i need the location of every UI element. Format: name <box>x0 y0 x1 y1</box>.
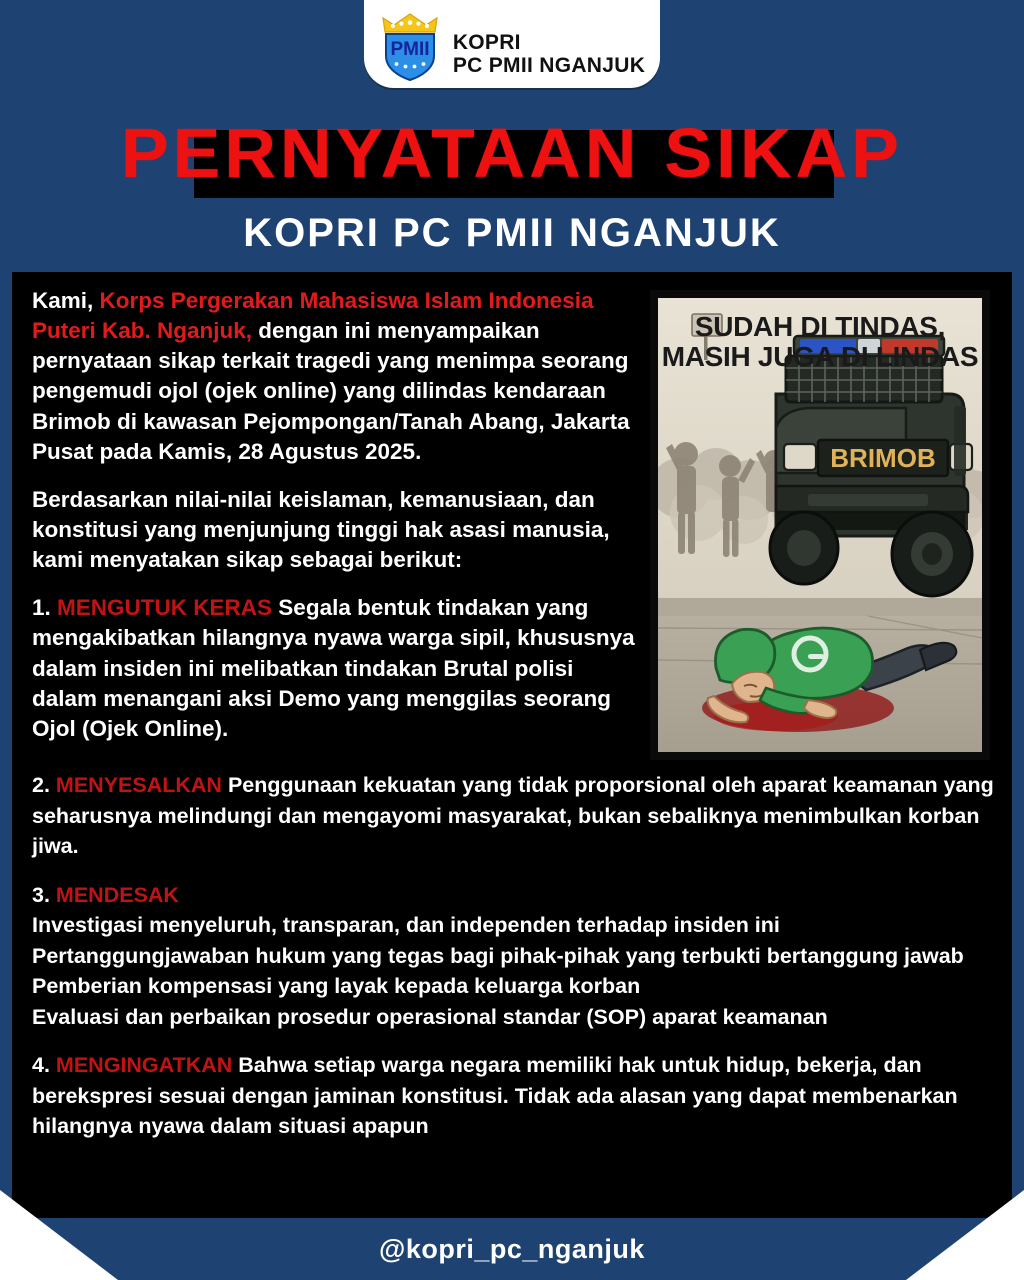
statement-point-3-subline-2: Pertanggungjawaban hukum yang tegas bagi pihak-pihak yang terbukti bertanggung jawab <box>32 943 964 968</box>
svg-text:PMII: PMII <box>390 39 430 60</box>
statement-point-1-text: Segala bentuk tindakan yang mengakibatkan hilangnya nyawa warga sipil, khususnya dalam insiden ini melibatkan tindakan Brutal polisi dalam menangani aksi Demo yang menggilas seorang Ojol (Ojek Online). <box>32 595 635 741</box>
statement-point-3-number: 3. <box>32 882 50 907</box>
illustration-caption-line1: SUDAH DI TINDAS, <box>694 311 946 342</box>
page-subtitle: KOPRI PC PMII NGANJUK <box>243 211 781 255</box>
statement-card <box>12 272 1012 1218</box>
statement-point-4 <box>32 1050 994 1142</box>
statement-point-3-subline-1: Investigasi menyeluruh, transparan, dan independen terhadap insiden ini <box>32 913 780 938</box>
statement-point-1 <box>32 593 644 744</box>
vehicle-label-text: BRIMOB <box>830 443 936 473</box>
statement-point-3-keyword: MENDESAK <box>55 882 179 907</box>
statement-point-2-number: 2. <box>32 773 50 797</box>
page-title: PERNYATAAN SIKAP <box>120 114 904 192</box>
paragraph-1 <box>32 286 644 467</box>
paragraph-1-lead: Kami, <box>32 288 100 313</box>
statement-point-4-keyword: MENGINGATKAN <box>55 1053 233 1078</box>
statement-point-1-keyword: MENGUTUK KERAS <box>57 595 273 621</box>
social-handle[interactable]: @kopri_pc_nganjuk <box>379 1233 645 1264</box>
illustration-panel <box>650 290 990 760</box>
statement-point-3 <box>32 880 994 1033</box>
statement-point-3-subline-4: Evaluasi dan perbaikan prosedur operasional standar (SOP) aparat keamanan <box>32 1004 828 1029</box>
statement-points-column <box>32 770 994 1160</box>
illustration-caption-line2: MASIH JUGA DI LINDAS <box>661 341 979 373</box>
header-org-line2: PC PMII NGANJUK <box>452 54 646 78</box>
pmii-shield-logo <box>379 10 441 82</box>
statement-point-2-keyword: MENYESALKAN <box>55 773 222 797</box>
paragraph-1-rest: dengan ini menyampaikan pernyataan sikap terkait tragedi yang menimpa seorang pengemudi ojol (ojek online) yang dilindas kendaraan Brimob di kawasan Pejompongan/Tanah Abang, Jakarta Pusat pada Kamis, 28 Agustus 2025. <box>32 318 630 464</box>
header-branding-pill <box>364 0 660 88</box>
footer-bar <box>0 1218 1024 1280</box>
statement-point-4-number: 4. <box>32 1053 50 1078</box>
header-org-name <box>453 31 645 82</box>
statement-intro-column <box>32 286 644 762</box>
header-org-line1: KOPRI <box>452 30 521 54</box>
paragraph-1-highlight: Korps Pergerakan Mahasiswa Islam Indonesia Puteri Kab. Nganjuk, <box>32 288 594 344</box>
illustration-caption <box>658 312 982 372</box>
statement-point-4-text: Bahwa setiap warga negara memiliki hak untuk hidup, bekerja, dan berekspresi sesuai dengan jaminan konstitusi. Tidak ada alasan yang dapat membenarkan hilangnya nyawa dalam situasi apapun <box>32 1053 958 1139</box>
paragraph-2: Berdasarkan nilai-nilai keislaman, kemanusiaan, dan konstitusi yang menjunjung tinggi hak asasi manusia, kami menyatakan sikap sebagai berikut: <box>32 486 610 573</box>
statement-point-2 <box>32 770 994 862</box>
statement-point-1-number: 1. <box>32 595 51 621</box>
statement-point-3-subline-3: Pemberian kompensasi yang layak kepada keluarga korban <box>32 974 641 999</box>
statement-point-2-text: Penggunaan kekuatan yang tidak proporsional oleh aparat keamanan yang seharusnya melindungi dan mengayomi masyarakat, bukan sebaliknya menimbulkan korban jiwa. <box>32 773 994 859</box>
